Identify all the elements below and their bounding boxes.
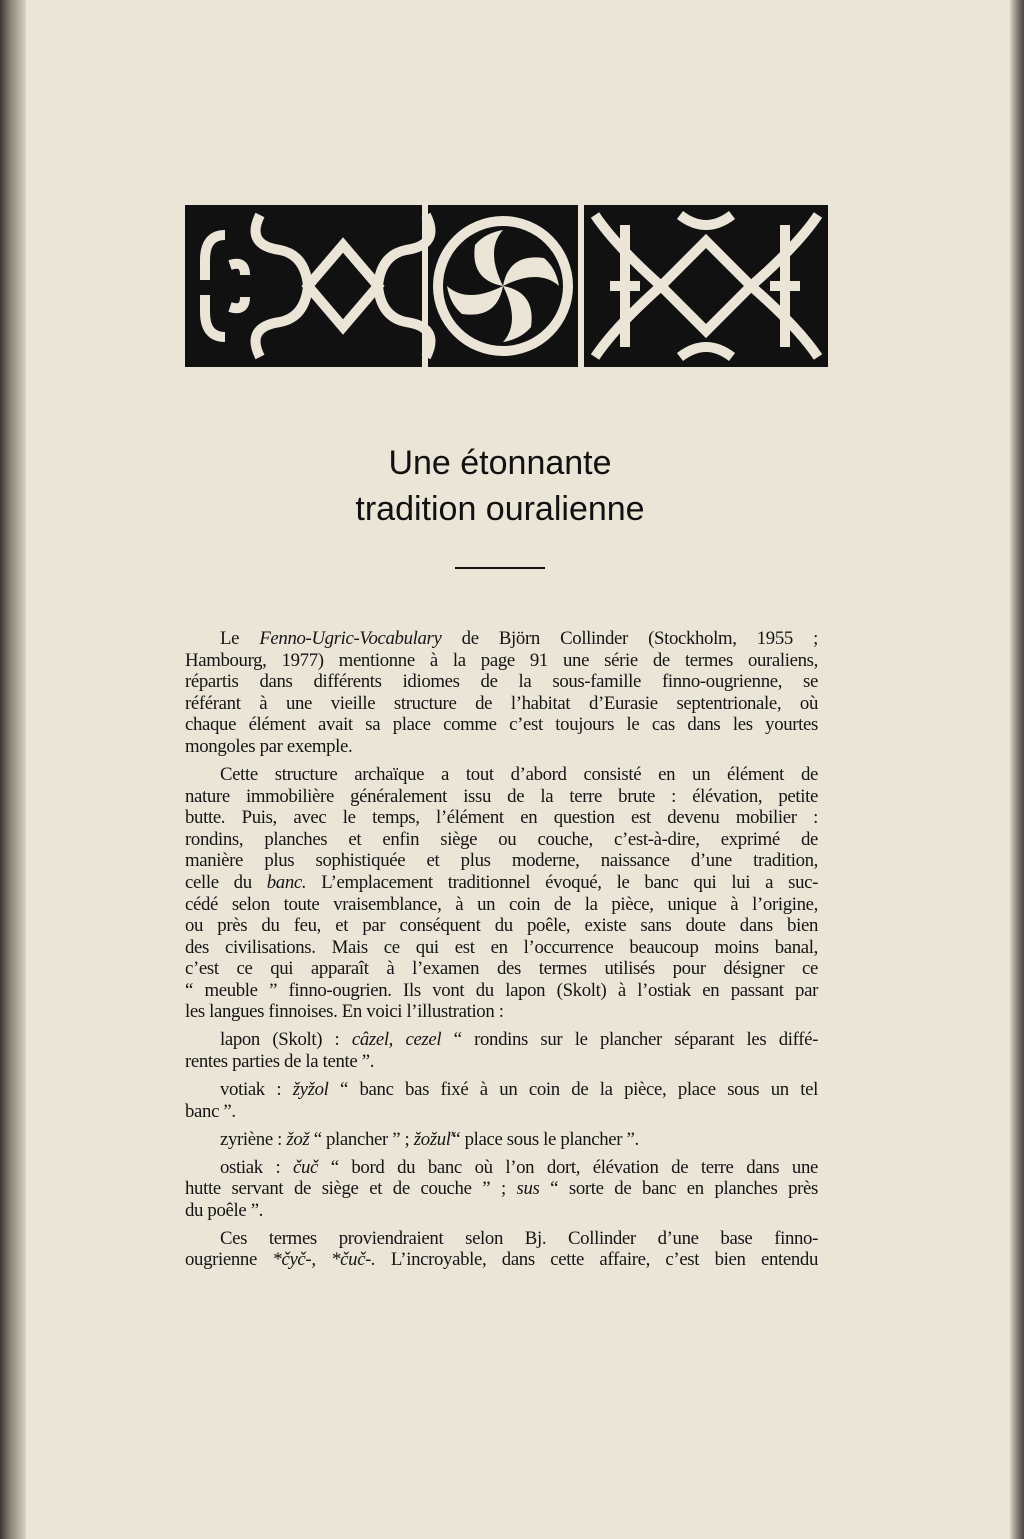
text-segment: zyriène :: [220, 1128, 287, 1150]
italic-term: sus: [516, 1178, 540, 1200]
text-line: [185, 650, 818, 672]
text-segment: chaque élément avait sa place comme c’est toujours le cas dans les yourtes: [185, 714, 818, 736]
paragraph: [185, 628, 818, 758]
paragraph: [185, 1228, 818, 1271]
text-line: [185, 850, 818, 872]
book-spine-shadow: [0, 0, 26, 1539]
italic-term: žožuľ: [413, 1128, 453, 1150]
text-segment: mongoles par exemple.: [185, 735, 353, 757]
italic-term: čuč: [293, 1156, 319, 1178]
title-line-1: Une étonnante: [388, 444, 612, 482]
ornamental-banner: [185, 205, 828, 367]
text-line: [185, 958, 818, 980]
text-line: [185, 1029, 818, 1051]
paragraph: [185, 1129, 818, 1151]
article-body: [185, 628, 818, 1271]
italic-term: žož: [286, 1128, 310, 1150]
text-line: [185, 980, 818, 1002]
text-line: [185, 1178, 818, 1200]
text-line: [185, 764, 818, 786]
text-segment: “ bord du banc où l’on dort, élévation de terre dans une: [318, 1156, 818, 1178]
text-segment: c’est ce qui apparaît à l’examen des termes utilisés pour désigner ce: [185, 958, 818, 980]
text-segment: référant à une vieille structure de l’habitat d’Eurasie septentrionale, où: [185, 692, 818, 714]
text-segment: votiak :: [220, 1079, 293, 1101]
text-line: [185, 937, 818, 959]
text-segment: Le: [220, 628, 260, 649]
text-line: [185, 894, 818, 916]
italic-term: banc.: [266, 871, 307, 893]
text-segment: Cette structure archaïque a tout d’abord consisté en un élément de: [220, 763, 818, 785]
text-segment: “ sorte de banc en planches près: [539, 1178, 818, 1200]
text-line: [185, 807, 818, 829]
text-line: [185, 693, 818, 715]
text-line: [185, 1001, 818, 1023]
text-segment: L’emplacement traditionnel évoqué, le banc qui lui a suc-: [306, 871, 819, 893]
text-line: [185, 786, 818, 808]
text-line: [185, 1051, 818, 1073]
text-line: [185, 1249, 818, 1271]
italic-term: Fenno-Ugric-Vocabulary: [259, 628, 442, 649]
text-segment: hutte servant de siège et de couche ” ;: [185, 1178, 517, 1200]
text-line: [185, 1079, 818, 1101]
text-segment: des civilisations. Mais ce qui est en l’occurrence beaucoup moins banal,: [185, 936, 818, 958]
text-line: [185, 714, 818, 736]
text-segment: manière plus sophistiquée et plus moderne, naissance d’une tradition,: [185, 850, 818, 872]
italic-term: žyžol: [292, 1079, 329, 1101]
article-title: [250, 440, 750, 532]
text-segment: L’incroyable, dans cette affaire, c’est bien entendu: [375, 1249, 818, 1271]
text-segment: “ place sous le plancher ”.: [452, 1128, 639, 1150]
text-segment: du poêle ”.: [185, 1199, 264, 1221]
text-segment: répartis dans différents idiomes de la sous-famille finno-ougrienne, se: [185, 671, 818, 693]
text-line: [185, 872, 818, 894]
italic-term: *čyč-, *čuč-.: [272, 1249, 376, 1271]
title-line-2: tradition ouralienne: [355, 490, 645, 528]
text-segment: Hambourg, 1977) mentionne à la page 91 une série de termes ouraliens,: [185, 649, 818, 671]
text-line: [185, 1101, 818, 1123]
text-segment: ou près du feu, et par conséquent du poêle, existe sans doute dans bien: [185, 915, 818, 937]
paragraph: [185, 1079, 818, 1122]
text-segment: “ plancher ” ;: [309, 1128, 414, 1150]
text-segment: cédé selon toute vraisemblance, à un coin de la pièce, unique à l’origine,: [185, 893, 818, 915]
text-line: [185, 628, 818, 650]
text-segment: nature immobilière généralement issu de la terre brute : élévation, petite: [185, 785, 818, 807]
text-segment: “ banc bas fixé à un coin de la pièce, place sous un tel: [328, 1079, 818, 1101]
text-segment: “ meuble ” finno-ougrien. Ils vont du lapon (Skolt) à l’ostiak en passant par: [185, 979, 818, 1001]
text-segment: “ rondins sur le plancher séparant les diffé-: [441, 1029, 818, 1051]
text-line: [185, 1157, 818, 1179]
text-segment: butte. Puis, avec le temps, l’élément en question est devenu mobilier :: [185, 807, 818, 829]
text-line: [185, 736, 818, 758]
text-line: [185, 1129, 818, 1151]
text-line: [185, 915, 818, 937]
paragraph: [185, 1029, 818, 1072]
text-segment: les langues finnoises. En voici l’illustration :: [185, 1001, 504, 1023]
text-segment: ostiak :: [220, 1156, 294, 1178]
text-segment: Ces termes proviendraient selon Bj. Collinder d’une base finno-: [220, 1227, 818, 1249]
text-line: [185, 1228, 818, 1250]
text-line: [185, 671, 818, 693]
paragraph: [185, 1157, 818, 1222]
italic-term: câzel, cezel: [351, 1029, 442, 1051]
text-segment: celle du: [185, 871, 267, 893]
text-segment: de Björn Collinder (Stockholm, 1955 ;: [441, 628, 818, 649]
text-segment: lapon (Skolt) :: [220, 1029, 352, 1051]
title-divider: [455, 567, 545, 569]
text-line: [185, 1200, 818, 1222]
text-segment: ougrienne: [185, 1249, 273, 1271]
text-segment: rondins, planches et enfin siège ou couche, c’est-à-dire, exprimé de: [185, 828, 818, 850]
page-edge: [1010, 0, 1024, 1539]
paragraph: [185, 764, 818, 1023]
text-segment: rentes parties de la tente ”.: [185, 1051, 375, 1073]
text-line: [185, 829, 818, 851]
text-segment: banc ”.: [185, 1100, 236, 1122]
